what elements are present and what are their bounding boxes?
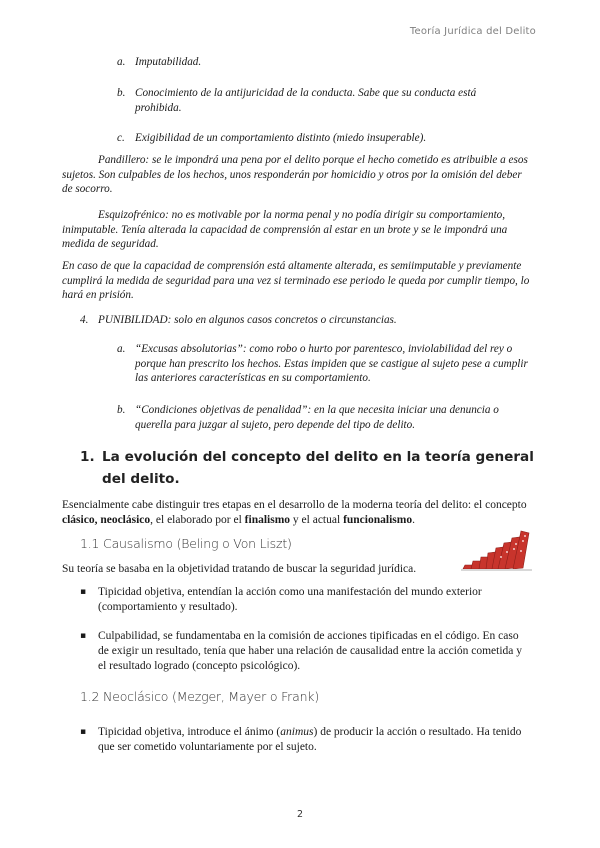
term-neoclasico: neoclásico [100,514,151,526]
term-funcionalismo: funcionalismo [343,514,413,526]
punibilidad-heading: PUNIBILIDAD: solo en algunos casos concretos o circunstancias. [98,314,397,326]
term-separator: , [94,514,98,526]
running-header: Teoría Jurídica del Delito [409,26,536,37]
bullet-tipicidad-neoclasico [98,725,528,755]
term-finalismo: finalismo [244,514,291,526]
page-number: 2 [296,809,304,820]
bullet-culpabilidad-causalismo: Culpabilidad, se fundamentaba en la comisión de acciones tipificadas en el código. En caso de exigir un resultado, tenía que haber una relación de causalidad entre la acción cometida y el resultado logrado (concepto psicológico). [98,630,523,672]
intro-text: . [412,514,415,526]
bullet-text: ) de producir la acción o resultado. Ha tenido que ser cometido voluntariamente por el sujeto. [98,726,522,753]
intro-text: , el elaborado por el [150,514,242,526]
section-heading-1 [80,446,540,490]
list-item-condiciones-objetivas: “Condiciones objetivas de penalidad”: en la que necesita iniciar una denuncia o querella para juzgar al sujeto, pero depende del tipo de delito. [135,404,499,431]
list-marker-c: c. [117,132,125,144]
list-marker-b: b. [117,404,126,416]
falling-dominoes-image [461,527,532,573]
list-marker-b: b. [117,87,126,99]
intro-text: Esencialmente cabe distinguir tres etapas en el desarrollo de la moderna teoría del delito: el concepto [62,499,527,511]
bullet-text: Tipicidad objetiva, introduce el ánimo ( [98,726,281,738]
causalismo-intro: Su teoría se basaba en la objetividad tratando de buscar la seguridad jurídica. [62,563,417,575]
term-animus: animus [280,726,314,738]
term-clasico: clásico [62,514,95,526]
bullet-square-icon: ▪ [80,727,87,737]
list-item-exigibilidad: Exigibilidad de un comportamiento distinto (miedo insuperable). [135,132,427,144]
bullet-square-icon: ▪ [80,631,87,641]
list-marker-a: a. [117,343,126,355]
section-title: La evolución del concepto del delito en la teoría general del delito. [102,449,534,487]
bullet-tipicidad-causalismo: Tipicidad objetiva, entendían la acción como una manifestación del mundo exterior (comportamiento y resultado). [98,586,482,613]
paragraph-esquizofrenico: Esquizofrénico: no es motivable por la norma penal y no podía dirigir su comportamiento, inimputable. Tenía alterada la capacidad de comprensión al estar en un brote y se le impondrá una medida de seguridad. [62,209,508,250]
list-item-excusas-absolutorias: “Excusas absolutorias”: como robo o hurto por parentesco, inviolabilidad del rey o porque han prescrito los hechos. Estas impiden que se castigue al sujeto pese a cumplir las anteriores características en su comportamiento. [135,343,528,384]
list-marker-4: 4. [80,314,89,326]
list-item-conocimiento: Conocimiento de la antijuricidad de la conducta. Sabe que su conducta está prohibida. [135,87,477,114]
list-item-imputabilidad: Imputabilidad. [135,56,202,68]
list-marker-a: a. [117,56,126,68]
section-intro [62,498,542,528]
section-number: 1. [80,449,95,465]
paragraph-caso-alterada: En caso de que la capacidad de comprensión está altamente alterada, es semiimputable y previamente cumplirá la medida de seguridad para una vez si terminado ese periodo le queda por cumplir tiempo, lo hará en prisión. [62,260,530,301]
subsection-heading-causalismo: 1.1 Causalismo (Beling o Von Liszt) [80,536,292,551]
paragraph-pandillero: Pandillero: se le impondrá una pena por el delito porque el hecho cometido es atribuible a esos sujetos. Son culpables de los hechos, unos responderán por homicidio y otros por la omisión del deber de socorro. [62,154,528,195]
intro-text: y el actual [292,514,341,526]
subsection-heading-neoclasico: 1.2 Neoclásico (Mezger, Mayer o Frank) [80,689,320,704]
bullet-square-icon: ▪ [80,587,87,597]
